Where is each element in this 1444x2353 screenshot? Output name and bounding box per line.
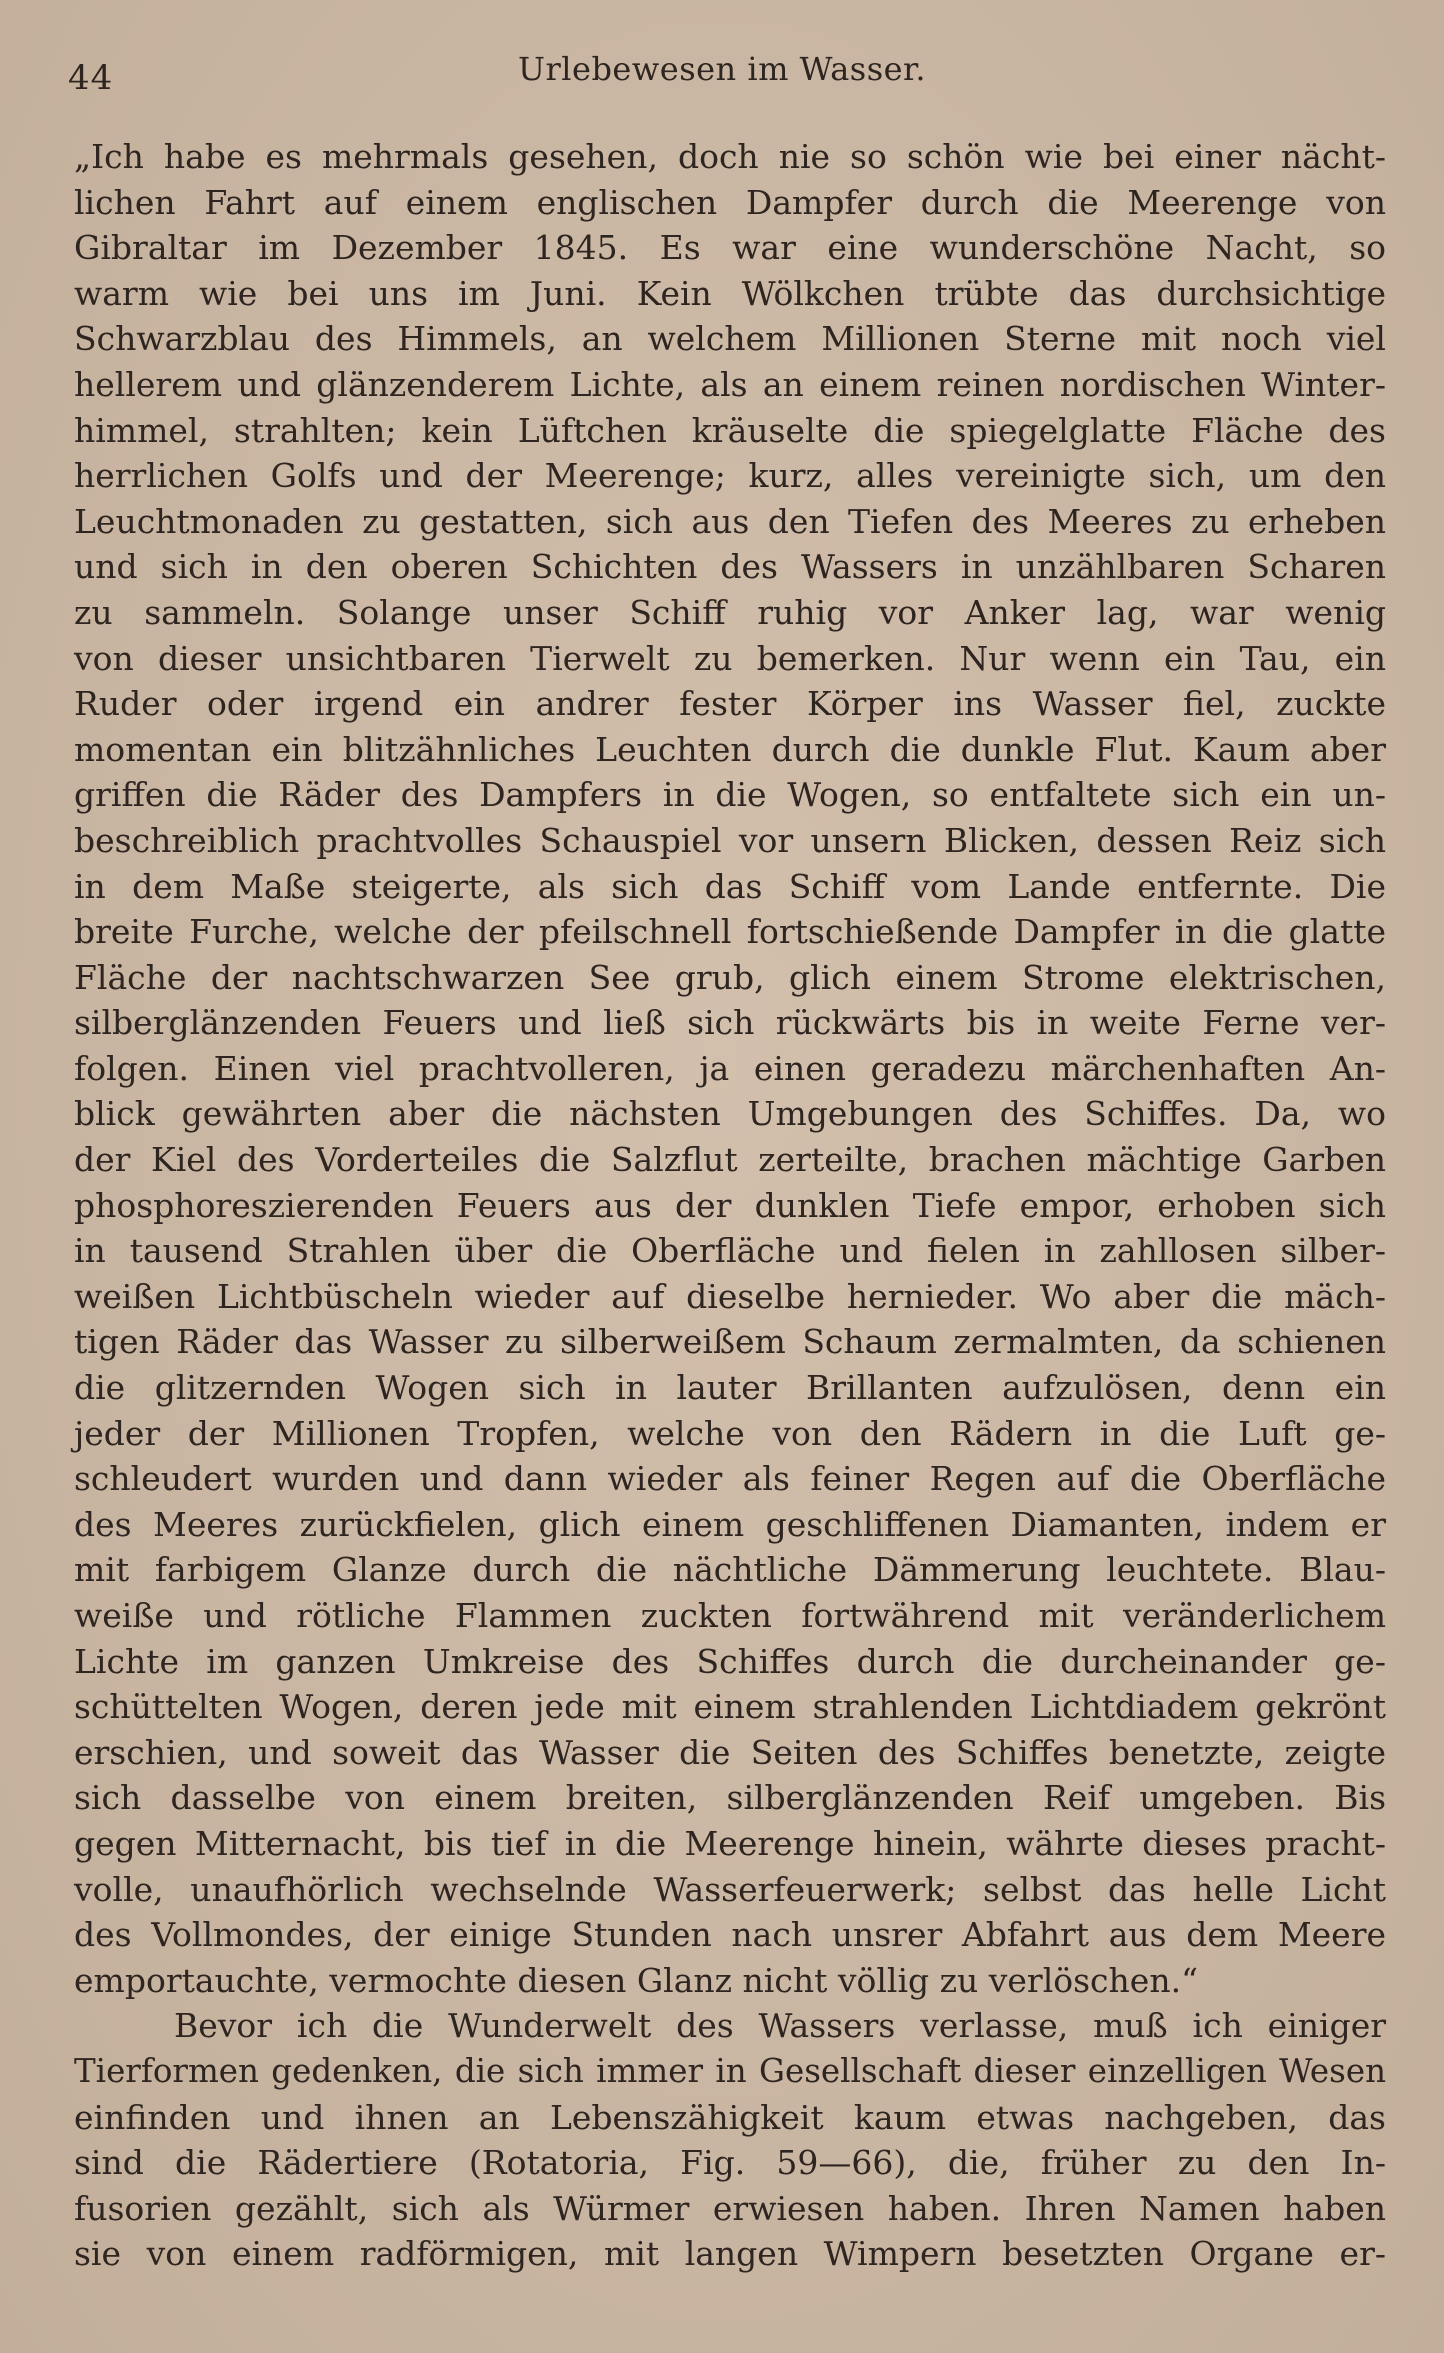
text-line: sie von einem radförmigen, mit langen Wimpern besetzten Organe er- [74, 2234, 1386, 2274]
text-line: Tierformen gedenken, die sich immer in Gesellschaft dieser einzelligen Wesen [74, 2051, 1386, 2090]
text-line: Ruder oder irgend ein andrer fester Körper ins Wasser fiel, zuckte [74, 684, 1386, 724]
text-line: in dem Maße steigerte, als sich das Schiff vom Lande entfernte. Die [74, 866, 1386, 906]
text-line: Leuchtmonaden zu gestatten, sich aus den Tiefen des Meeres zu erheben [74, 501, 1386, 541]
text-line: „Ich habe es mehrmals gesehen, doch nie so schön wie bei einer nächt- [74, 137, 1386, 176]
text-line: breite Furche, welche der pfeilschnell fortschießende Dampfer in die glatte [74, 912, 1386, 952]
text-line: fusorien gezählt, sich als Würmer erwiesen haben. Ihren Namen haben [74, 2188, 1386, 2228]
paragraph [74, 134, 1386, 2003]
text-line: die glitzernden Wogen sich in lauter Brillanten aufzulösen, denn ein [74, 1368, 1386, 1408]
text-line: des Vollmondes, der einige Stunden nach unsrer Abfahrt aus dem Meere [74, 1915, 1386, 1955]
text-line: emportauchte, vermochte diesen Glanz nicht völlig zu verlöschen.“ [74, 1960, 1198, 2000]
text-line: erschien, und soweit das Wasser die Seiten des Schiffes benetzte, zeigte [74, 1732, 1386, 1772]
text-line: warm wie bei uns im Juni. Kein Wölkchen trübte das durchsichtige [74, 273, 1386, 313]
text-line: silberglänzenden Feuers und ließ sich rückwärts bis in weite Ferne ver- [74, 1003, 1386, 1043]
text-line: himmel, strahlten; kein Lüftchen kräuselte die spiegelglatte Fläche des [74, 410, 1386, 450]
text-line: blick gewährten aber die nächsten Umgebungen des Schiffes. Da, wo [74, 1094, 1386, 1134]
text-line: folgen. Einen viel prachtvolleren, ja einen geradezu märchenhaften An- [74, 1048, 1386, 1088]
text-line: phosphoreszierenden Feuers aus der dunklen Tiefe empor, erhoben sich [74, 1185, 1386, 1225]
running-head: Urlebewesen im Wasser. [518, 50, 926, 88]
text-line: volle, unaufhörlich wechselnde Wasserfeuerwerk; selbst das helle Licht [74, 1869, 1386, 1909]
text-line: jeder der Millionen Tropfen, welche von den Rädern in die Luft ge- [74, 1413, 1386, 1453]
text-line: beschreiblich prachtvolles Schauspiel vor unsern Blicken, dessen Reiz sich [74, 820, 1386, 860]
text-line: schüttelten Wogen, deren jede mit einem strahlenden Lichtdiadem gekrönt [74, 1687, 1386, 1727]
text-line: Fläche der nachtschwarzen See grub, glich einem Strome elektrischen, [74, 957, 1386, 997]
text-line: zu sammeln. Solange unser Schiff ruhig vor Anker lag, war wenig [74, 592, 1386, 632]
text-line: weißen Lichtbüscheln wieder auf dieselbe hernieder. Wo aber die mäch- [74, 1276, 1386, 1316]
text-line: weiße und rötliche Flammen zuckten fortwährend mit veränderlichem [74, 1596, 1386, 1635]
text-line: in tausend Strahlen über die Oberfläche und fielen in zahllosen silber- [74, 1231, 1386, 1271]
text-line: Bevor ich die Wunderwelt des Wassers verlasse, muß ich einiger [174, 2006, 1386, 2046]
body-text [74, 134, 1386, 2277]
text-line: Gibraltar im Dezember 1845. Es war eine wunderschöne Nacht, so [74, 228, 1386, 268]
text-line: tigen Räder das Wasser zu silberweißem Schaum zermalmten, da schienen [74, 1322, 1386, 1362]
text-line: sich dasselbe von einem breiten, silberglänzenden Reif umgeben. Bis [74, 1778, 1386, 1818]
text-line: lichen Fahrt auf einem englischen Dampfer durch die Meerenge von [74, 182, 1386, 222]
text-line: herrlichen Golfs und der Meerenge; kurz, alles vereinigte sich, um den [74, 456, 1386, 496]
text-line: mit farbigem Glanze durch die nächtliche Dämmerung leuchtete. Blau- [74, 1550, 1386, 1590]
text-line: der Kiel des Vorderteiles die Salzflut zerteilte, brachen mächtige Garben [74, 1140, 1386, 1180]
text-line: momentan ein blitzähnliches Leuchten durch die dunkle Flut. Kaum aber [74, 729, 1386, 769]
text-line: griffen die Räder des Dampfers in die Wogen, so entfaltete sich ein un- [74, 775, 1386, 815]
text-line: des Meeres zurückfielen, glich einem geschliffenen Diamanten, indem er [74, 1504, 1386, 1544]
text-line: einfinden und ihnen an Lebenszähigkeit kaum etwas nachgeben, das [74, 2097, 1386, 2137]
text-line: Lichte im ganzen Umkreise des Schiffes durch die durcheinander ge- [74, 1641, 1386, 1681]
page-number: 44 [68, 58, 114, 98]
text-line: sind die Rädertiere (Rotatoria, Fig. 59—66), die, früher zu den In- [74, 2143, 1386, 2183]
text-line: schleudert wurden und dann wieder als feiner Regen auf die Oberfläche [74, 1459, 1386, 1499]
text-line: von dieser unsichtbaren Tierwelt zu bemerken. Nur wenn ein Tau, ein [74, 638, 1386, 678]
text-line: Schwarzblau des Himmels, an welchem Millionen Sterne mit noch viel [74, 319, 1386, 359]
paragraph [74, 2003, 1386, 2277]
text-line: und sich in den oberen Schichten des Wassers in unzählbaren Scharen [74, 547, 1386, 587]
text-line: gegen Mitternacht, bis tief in die Meerenge hinein, währte dieses pracht- [74, 1823, 1386, 1863]
text-line: hellerem und glänzenderem Lichte, als an einem reinen nordischen Winter- [74, 364, 1386, 404]
